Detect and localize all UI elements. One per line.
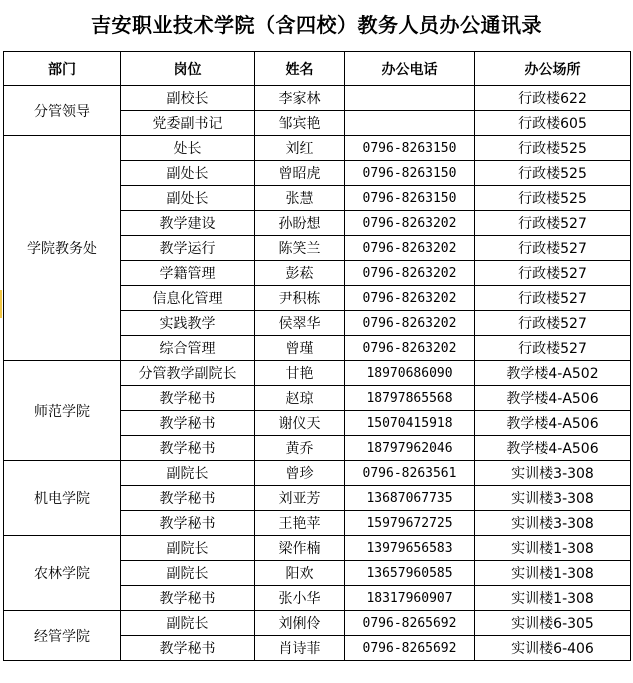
phone-cell: 0796-8263202 [345,236,475,261]
name-cell: 李家林 [255,86,345,111]
contact-table [3,51,631,661]
place-cell: 行政楼527 [475,311,631,336]
place-cell: 行政楼525 [475,136,631,161]
post-cell: 副院长 [121,561,255,586]
post-cell: 教学秘书 [121,511,255,536]
place-cell: 行政楼527 [475,236,631,261]
post-cell: 教学秘书 [121,486,255,511]
post-cell: 分管教学副院长 [121,361,255,386]
post-cell: 教学建设 [121,211,255,236]
dept-cell: 分管领导 [4,86,121,136]
phone-cell: 0796-8263150 [345,186,475,211]
phone-cell: 0796-8263202 [345,336,475,361]
name-cell: 张小华 [255,586,345,611]
name-cell: 曾昭虎 [255,161,345,186]
name-cell: 彭菘 [255,261,345,286]
dept-cell: 师范学院 [4,361,121,461]
phone-cell: 13979656583 [345,536,475,561]
name-cell: 侯翠华 [255,311,345,336]
phone-cell: 0796-8263202 [345,286,475,311]
name-cell: 邹宾艳 [255,111,345,136]
post-cell: 副处长 [121,186,255,211]
name-cell: 曾瑾 [255,336,345,361]
table-row [4,136,631,161]
place-cell: 实训楼6-406 [475,636,631,661]
place-cell: 实训楼3-308 [475,486,631,511]
header-name: 姓名 [255,52,345,86]
post-cell: 教学秘书 [121,411,255,436]
post-cell: 副院长 [121,611,255,636]
header-row [4,52,631,86]
table-row [4,361,631,386]
dept-cell: 机电学院 [4,461,121,536]
name-cell: 陈笑兰 [255,236,345,261]
phone-cell: 18970686090 [345,361,475,386]
table-row [4,536,631,561]
post-cell: 综合管理 [121,336,255,361]
place-cell: 实训楼1-308 [475,561,631,586]
phone-cell: 15070415918 [345,411,475,436]
post-cell: 副院长 [121,536,255,561]
name-cell: 曾珍 [255,461,345,486]
place-cell: 实训楼1-308 [475,586,631,611]
phone-cell: 18797962046 [345,436,475,461]
post-cell: 副校长 [121,86,255,111]
phone-cell [345,111,475,136]
phone-cell: 0796-8265692 [345,611,475,636]
table-body [4,86,631,661]
phone-cell: 15979672725 [345,511,475,536]
header-phone: 办公电话 [345,52,475,86]
post-cell: 教学秘书 [121,636,255,661]
post-cell: 副处长 [121,161,255,186]
phone-cell: 0796-8263150 [345,136,475,161]
phone-cell: 0796-8265692 [345,636,475,661]
phone-cell: 0796-8263561 [345,461,475,486]
header-post: 岗位 [121,52,255,86]
name-cell: 王艳苹 [255,511,345,536]
post-cell: 党委副书记 [121,111,255,136]
phone-cell: 0796-8263202 [345,261,475,286]
post-cell: 教学运行 [121,236,255,261]
place-cell: 教学楼4-A502 [475,361,631,386]
phone-cell: 0796-8263202 [345,311,475,336]
post-cell: 处长 [121,136,255,161]
place-cell: 实训楼3-308 [475,461,631,486]
place-cell: 行政楼605 [475,111,631,136]
page-title: 吉安职业技术学院（含四校）教务人员办公通讯录 [91,13,542,37]
name-cell: 黄乔 [255,436,345,461]
name-cell: 孙盼想 [255,211,345,236]
place-cell: 教学楼4-A506 [475,436,631,461]
phone-cell: 0796-8263202 [345,211,475,236]
name-cell: 梁作楠 [255,536,345,561]
dept-cell: 经管学院 [4,611,121,661]
header-dept: 部门 [4,52,121,86]
place-cell: 行政楼527 [475,336,631,361]
place-cell: 实训楼6-305 [475,611,631,636]
table-row [4,611,631,636]
name-cell: 谢仪天 [255,411,345,436]
place-cell: 行政楼525 [475,186,631,211]
place-cell: 教学楼4-A506 [475,411,631,436]
dept-cell: 学院教务处 [4,136,121,361]
phone-cell [345,86,475,111]
name-cell: 刘俐伶 [255,611,345,636]
phone-cell: 13657960585 [345,561,475,586]
post-cell: 教学秘书 [121,436,255,461]
name-cell: 张慧 [255,186,345,211]
place-cell: 行政楼527 [475,286,631,311]
name-cell: 肖诗菲 [255,636,345,661]
place-cell: 行政楼622 [475,86,631,111]
name-cell: 尹积栋 [255,286,345,311]
name-cell: 刘亚芳 [255,486,345,511]
place-cell: 实训楼1-308 [475,536,631,561]
name-cell: 刘红 [255,136,345,161]
table-row [4,86,631,111]
post-cell: 教学秘书 [121,386,255,411]
post-cell: 教学秘书 [121,586,255,611]
post-cell: 实践教学 [121,311,255,336]
post-cell: 学籍管理 [121,261,255,286]
place-cell: 行政楼527 [475,211,631,236]
place-cell: 教学楼4-A506 [475,386,631,411]
place-cell: 行政楼527 [475,261,631,286]
place-cell: 实训楼3-308 [475,511,631,536]
name-cell: 甘艳 [255,361,345,386]
selection-marker [0,290,2,318]
table-row [4,461,631,486]
name-cell: 赵琼 [255,386,345,411]
post-cell: 信息化管理 [121,286,255,311]
dept-cell: 农林学院 [4,536,121,611]
phone-cell: 18317960907 [345,586,475,611]
phone-cell: 0796-8263150 [345,161,475,186]
name-cell: 阳欢 [255,561,345,586]
header-place: 办公场所 [475,52,631,86]
post-cell: 副院长 [121,461,255,486]
phone-cell: 13687067735 [345,486,475,511]
place-cell: 行政楼525 [475,161,631,186]
phone-cell: 18797865568 [345,386,475,411]
